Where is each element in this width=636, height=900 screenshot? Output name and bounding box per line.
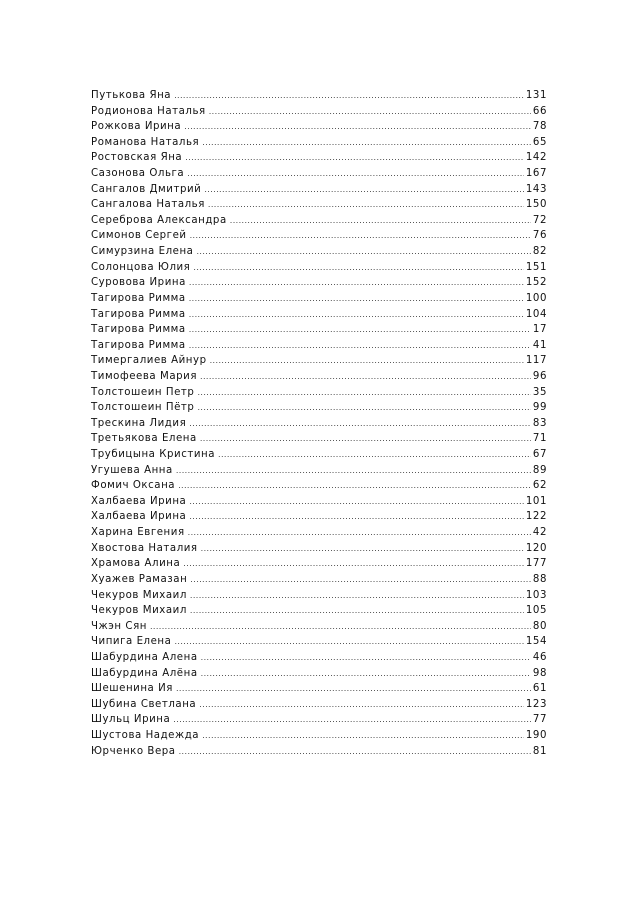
entry-page-number: 122 [525, 511, 547, 523]
index-entry [91, 338, 547, 354]
index-entry [91, 509, 547, 525]
index-entry [91, 322, 547, 338]
entry-name: Ростовская Яна [91, 152, 183, 164]
entry-page-number: 78 [532, 121, 547, 133]
entry-page-number: 150 [525, 199, 547, 211]
entry-page-number: 80 [532, 620, 547, 632]
entry-name: Тагирова Римма [91, 339, 186, 351]
entry-page-number: 81 [532, 745, 547, 757]
entry-page-number: 167 [525, 168, 547, 180]
entry-name: Суровова Ирина [91, 277, 186, 289]
author-index-list [91, 88, 547, 759]
dot-leader [197, 385, 530, 401]
entry-page-number: 77 [532, 714, 547, 726]
index-entry [91, 88, 547, 104]
index-entry [91, 572, 547, 588]
dot-leader [174, 88, 524, 104]
entry-name: Сереброва Александра [91, 214, 227, 226]
dot-leader [178, 478, 531, 494]
dot-leader [188, 525, 531, 541]
dot-leader [201, 650, 531, 666]
entry-page-number: 96 [532, 370, 547, 382]
dot-leader [173, 712, 531, 728]
dot-leader [218, 447, 531, 463]
entry-page-number: 67 [532, 449, 547, 461]
dot-leader [208, 197, 524, 213]
index-entry [91, 213, 547, 229]
entry-page-number: 98 [532, 667, 547, 679]
dot-leader [190, 572, 531, 588]
index-entry [91, 400, 547, 416]
entry-page-number: 105 [525, 605, 547, 617]
entry-page-number: 190 [525, 729, 547, 741]
entry-page-number: 62 [532, 480, 547, 492]
dot-leader [201, 666, 531, 682]
entry-name: Шубина Светлана [91, 698, 197, 710]
entry-page-number: 103 [525, 589, 547, 601]
entry-page-number: 104 [525, 308, 547, 320]
entry-page-number: 61 [532, 683, 547, 695]
entry-page-number: 42 [532, 527, 547, 539]
index-entry [91, 744, 547, 760]
entry-name: Романова Наталья [91, 136, 200, 148]
entry-name: Халбаева Ирина [91, 511, 187, 523]
entry-page-number: 152 [525, 277, 547, 289]
index-entry [91, 603, 547, 619]
entry-name: Солонцова Юлия [91, 261, 191, 273]
entry-page-number: 99 [532, 402, 547, 414]
entry-page-number: 41 [532, 339, 547, 351]
entry-name: Тагирова Римма [91, 308, 186, 320]
dot-leader [189, 338, 531, 354]
entry-name: Путькова Яна [91, 90, 172, 101]
entry-name: Чекуров Михаил [91, 589, 187, 601]
entry-name: Храмова Алина [91, 558, 181, 570]
entry-name: Симонов Сергей [91, 230, 187, 242]
dot-leader [190, 603, 524, 619]
index-entry [91, 244, 547, 260]
entry-name: Толстошеин Петр [91, 386, 195, 398]
dot-leader [210, 353, 524, 369]
entry-page-number: 72 [532, 214, 547, 226]
index-entry [91, 104, 547, 120]
dot-leader [179, 744, 531, 760]
dot-leader [201, 541, 524, 557]
dot-leader [174, 634, 523, 650]
index-entry [91, 588, 547, 604]
entry-name: Сазонова Ольга [91, 168, 185, 180]
dot-leader [183, 556, 524, 572]
dot-leader [193, 260, 524, 276]
index-entry [91, 385, 547, 401]
entry-name: Сангалова Наталья [91, 199, 205, 211]
dot-leader [200, 369, 531, 385]
index-entry [91, 619, 547, 635]
dot-leader [202, 135, 531, 151]
entry-name: Чипига Елена [91, 636, 172, 648]
entry-name: Тимергалиев Айнур [91, 355, 207, 367]
index-entry [91, 697, 547, 713]
entry-name: Рожкова Ирина [91, 121, 182, 133]
entry-page-number: 120 [525, 542, 547, 554]
index-entry [91, 369, 547, 385]
entry-name: Чекуров Михаил [91, 605, 187, 617]
dot-leader [197, 400, 530, 416]
entry-page-number: 88 [532, 573, 547, 585]
dot-leader [184, 119, 531, 135]
index-entry [91, 431, 547, 447]
index-entry [91, 119, 547, 135]
entry-page-number: 46 [532, 651, 547, 663]
entry-name: Родионова Наталья [91, 105, 206, 117]
dot-leader [176, 463, 531, 479]
dot-leader [185, 150, 524, 166]
dot-leader [176, 681, 531, 697]
entry-name: Чжэн Сян [91, 620, 147, 632]
index-entry [91, 291, 547, 307]
entry-page-number: 131 [525, 90, 547, 101]
dot-leader [189, 322, 531, 338]
entry-name: Шабурдина Алёна [91, 667, 198, 679]
index-entry [91, 197, 547, 213]
entry-page-number: 83 [532, 417, 547, 429]
dot-leader [230, 213, 531, 229]
entry-name: Фомич Оксана [91, 480, 176, 492]
dot-leader [204, 182, 524, 198]
entry-name: Толстошеин Пётр [91, 402, 195, 414]
dot-leader [202, 728, 524, 744]
entry-name: Тагирова Римма [91, 324, 186, 336]
index-entry [91, 416, 547, 432]
entry-name: Симурзина Елена [91, 246, 194, 258]
entry-page-number: 143 [525, 183, 547, 195]
entry-name: Шешенина Ия [91, 683, 173, 695]
dot-leader [189, 275, 524, 291]
entry-name: Третьякова Елена [91, 433, 197, 445]
dot-leader [150, 619, 531, 635]
index-entry [91, 275, 547, 291]
index-entry [91, 666, 547, 682]
index-entry [91, 541, 547, 557]
dot-leader [189, 416, 531, 432]
index-entry [91, 478, 547, 494]
index-entry [91, 150, 547, 166]
dot-leader [189, 291, 524, 307]
dot-leader [189, 494, 524, 510]
index-entry [91, 166, 547, 182]
entry-name: Трубицына Кристина [91, 449, 216, 461]
index-entry [91, 494, 547, 510]
dot-leader [200, 431, 531, 447]
index-entry [91, 650, 547, 666]
entry-page-number: 142 [525, 152, 547, 164]
entry-name: Угушева Анна [91, 464, 173, 476]
entry-name: Сангалов Дмитрий [91, 183, 202, 195]
entry-name: Юрченко Вера [91, 745, 176, 757]
entry-name: Трескина Лидия [91, 417, 187, 429]
entry-page-number: 65 [532, 136, 547, 148]
entry-page-number: 117 [525, 355, 547, 367]
index-entry [91, 182, 547, 198]
index-entry [91, 525, 547, 541]
dot-leader [189, 509, 524, 525]
entry-name: Хуажев Рамазан [91, 573, 188, 585]
index-entry [91, 712, 547, 728]
entry-name: Халбаева Ирина [91, 495, 187, 507]
index-entry [91, 307, 547, 323]
entry-page-number: 123 [525, 698, 547, 710]
entry-page-number: 100 [525, 292, 547, 304]
entry-page-number: 66 [532, 105, 547, 117]
entry-name: Тимофеева Мария [91, 370, 197, 382]
index-entry [91, 728, 547, 744]
entry-name: Шабурдина Алена [91, 651, 198, 663]
entry-name: Тагирова Римма [91, 292, 186, 304]
entry-page-number: 71 [532, 433, 547, 445]
index-entry [91, 463, 547, 479]
entry-name: Шульц Ирина [91, 714, 171, 726]
entry-page-number: 154 [525, 636, 547, 648]
entry-page-number: 35 [532, 386, 547, 398]
dot-leader [196, 244, 530, 260]
dot-leader [190, 228, 531, 244]
entry-name: Харина Евгения [91, 527, 185, 539]
entry-page-number: 89 [532, 464, 547, 476]
index-entry [91, 556, 547, 572]
entry-page-number: 76 [532, 230, 547, 242]
entry-name: Шустова Надежда [91, 729, 200, 741]
index-entry [91, 681, 547, 697]
dot-leader [187, 166, 524, 182]
entry-page-number: 82 [532, 246, 547, 258]
dot-leader [190, 588, 524, 604]
index-entry [91, 634, 547, 650]
entry-page-number: 101 [525, 495, 547, 507]
dot-leader [189, 307, 524, 323]
entry-name: Хвостова Наталия [91, 542, 198, 554]
dot-leader [199, 697, 524, 713]
dot-leader [209, 104, 531, 120]
index-entry [91, 228, 547, 244]
index-entry [91, 353, 547, 369]
index-entry [91, 447, 547, 463]
entry-page-number: 177 [525, 558, 547, 570]
entry-page-number: 17 [532, 324, 547, 336]
entry-page-number: 151 [525, 261, 547, 273]
index-entry [91, 260, 547, 276]
index-entry [91, 135, 547, 151]
